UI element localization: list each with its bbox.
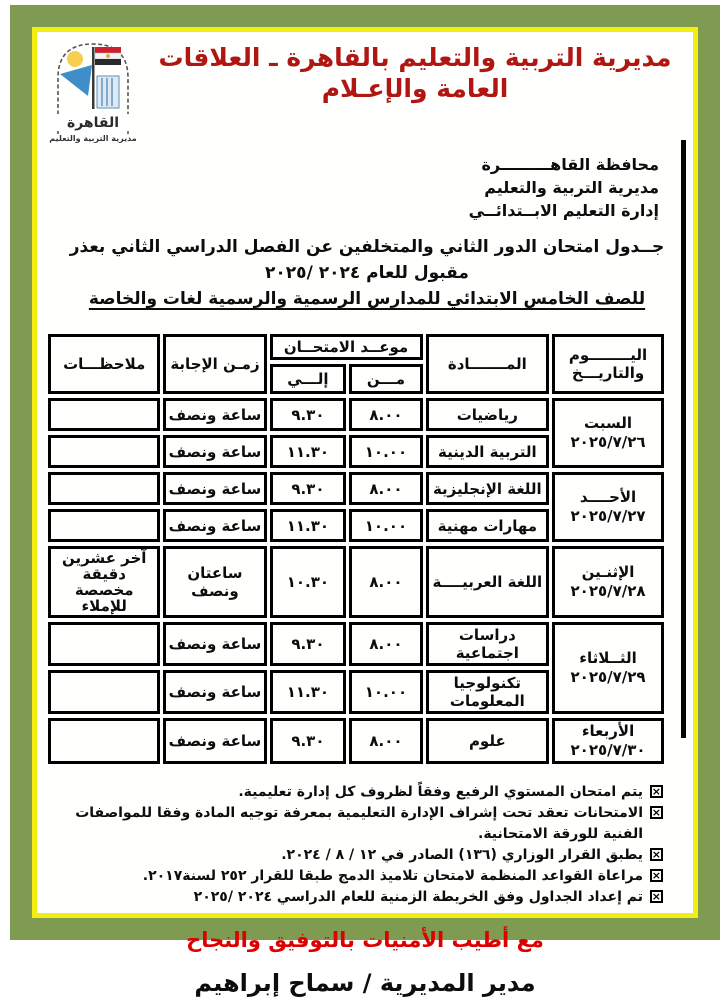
subject-cell: اللغة الإنجليزية — [426, 472, 550, 505]
checkbox-x-icon: × — [651, 806, 661, 819]
good-wishes-line: مع أطيب الأمنيات بالتوفيق والنجاح — [186, 928, 544, 952]
checkbox-x-icon: × — [651, 785, 661, 798]
subject-cell: اللغة العربيــــة — [426, 546, 550, 618]
duration-cell: ساعتان ونصف — [163, 546, 266, 618]
document-title-line1: جــدول امتحان الدور الثاني والمتخلفين عن الفصل الدراسي الثاني بعذر مقبول للعام ٢٠٢٤ /٢٠٢٥ — [69, 237, 665, 283]
day-cell: الإثنـين ٢٠٢٥/٧/٢٨ — [552, 546, 664, 618]
sun-icon — [67, 51, 83, 67]
table-row — [48, 546, 664, 618]
list-item — [41, 782, 663, 803]
cairo-directorate-logo — [41, 34, 145, 143]
table-row — [48, 718, 664, 764]
day-cell: الأربعاء ٢٠٢٥/٧/٣٠ — [552, 718, 664, 764]
checkbox-x-icon: × — [651, 848, 661, 861]
list-item — [41, 845, 663, 866]
time-to-cell: ١١.٣٠ — [270, 509, 347, 542]
document-header — [41, 32, 689, 143]
time-to-cell: ٩.٣٠ — [270, 718, 347, 764]
directorate-title: مديرية التربية والتعليم بالقاهرة ـ العلاقات العامة والإعـلام — [158, 43, 672, 104]
time-from-cell: ١٠.٠٠ — [349, 435, 422, 468]
duration-cell: ساعة ونصف — [163, 472, 266, 505]
cairo-logo-icon — [47, 36, 139, 136]
address-administration: إدارة التعليم الابــتدائــي — [468, 201, 659, 220]
egypt-flag-icon — [95, 47, 121, 65]
notes-cell — [48, 398, 160, 431]
col-header-duration: زمـن الإجابة — [163, 334, 266, 394]
time-from-cell: ٨.٠٠ — [349, 622, 422, 666]
time-from-cell: ٨.٠٠ — [349, 546, 422, 618]
duration-cell: ساعة ونصف — [163, 622, 266, 666]
duration-cell: ساعة ونصف — [163, 718, 266, 764]
document-title — [51, 234, 683, 312]
col-header-to: إلـــي — [270, 364, 347, 394]
time-to-cell: ٩.٣٠ — [270, 472, 347, 505]
time-from-cell: ٨.٠٠ — [349, 472, 422, 505]
document-title-line2: للصف الخامس الابتدائي للمدارس الرسمية والرسمية لغات والخاصة — [88, 289, 646, 309]
col-header-from: مـــن — [349, 364, 422, 394]
blue-sail-icon — [60, 65, 92, 96]
subject-cell: تكنولوجيا المعلومات — [426, 670, 550, 714]
time-from-cell: ٨.٠٠ — [349, 398, 422, 431]
table-row — [48, 472, 664, 505]
subject-cell: رياضيات — [426, 398, 550, 431]
building-icon — [97, 76, 119, 108]
day-cell: الثــلاثاء ٢٠٢٥/٧/٢٩ — [552, 622, 664, 714]
address-block — [41, 153, 659, 222]
decorative-green-frame — [10, 5, 720, 997]
time-to-cell: ٩.٣٠ — [270, 622, 347, 666]
list-item — [41, 887, 663, 908]
subject-cell: دراسات اجتماعية — [426, 622, 550, 666]
notes-cell — [48, 509, 160, 542]
col-header-subject: المـــــــادة — [426, 334, 550, 394]
col-header-notes: ملاحظـــات — [48, 334, 160, 394]
regulation-text: تم إعداد الجداول وفق الخريطة الزمنية للعام الدراسي ٢٠٢٤ /٢٠٢٥ — [193, 889, 643, 905]
duration-cell: ساعة ونصف — [163, 509, 266, 542]
document-content — [37, 32, 693, 997]
day-cell: السبت ٢٠٢٥/٧/٢٦ — [552, 398, 664, 468]
day-cell: الأحــــد ٢٠٢٥/٧/٢٧ — [552, 472, 664, 542]
flagpole-icon — [92, 47, 95, 109]
list-item — [41, 866, 663, 887]
notes-cell: آخر عشرين دقيقة مخصصة للإملاء — [48, 546, 160, 618]
address-directorate: مديرية التربية والتعليم — [484, 178, 659, 197]
regulations-list — [41, 782, 663, 908]
checkbox-x-icon: × — [651, 869, 661, 882]
checkbox-x-icon: × — [651, 890, 661, 903]
logo-city-name: القاهرة — [66, 115, 120, 131]
decorative-yellow-frame — [32, 27, 698, 997]
exam-schedule-table — [45, 330, 667, 768]
logo-caption: مديرية التربية والتعليم — [49, 134, 137, 143]
subject-cell: التربية الدينية — [426, 435, 550, 468]
notes-cell — [48, 670, 160, 714]
notes-cell — [48, 435, 160, 468]
regulation-text: يتم امتحان المستوي الرفيع وفقاً لظروف كل إدارة تعليمية. — [238, 784, 643, 800]
scan-artifact-vertical-line — [681, 140, 686, 738]
table-row — [48, 398, 664, 431]
time-from-cell: ١٠.٠٠ — [349, 670, 422, 714]
notes-cell — [48, 622, 160, 666]
time-to-cell: ٩.٣٠ — [270, 398, 347, 431]
duration-cell: ساعة ونصف — [163, 435, 266, 468]
time-from-cell: ١٠.٠٠ — [349, 509, 422, 542]
duration-cell: ساعة ونصف — [163, 398, 266, 431]
time-to-cell: ١١.٣٠ — [270, 670, 347, 714]
time-to-cell: ١٠.٣٠ — [270, 546, 347, 618]
duration-cell: ساعة ونصف — [163, 670, 266, 714]
director-signature: مدير المديرية / سماح إبراهيم — [194, 969, 536, 997]
list-item — [41, 803, 663, 845]
regulation-text: الامتحانات تعقد تحت إشراف الإدارة التعليمية بمعرفة توجيه المادة وفقا للمواصفات الفنية للورقة الامتحانية. — [75, 805, 643, 842]
address-governorate: محافظة القاهـــــــــرة — [481, 155, 659, 174]
subject-cell: مهارات مهنية — [426, 509, 550, 542]
time-to-cell: ١١.٣٠ — [270, 435, 347, 468]
table-row — [48, 622, 664, 666]
col-header-day: اليــــــــوم والتاريـــخ — [552, 334, 664, 394]
time-from-cell: ٨.٠٠ — [349, 718, 422, 764]
notes-cell — [48, 718, 160, 764]
notes-cell — [48, 472, 160, 505]
regulation-text: مراعاة القواعد المنظمة لامتحان تلاميذ الدمج طبقا للقرار ٢٥٢ لسنة٢٠١٧. — [142, 868, 643, 884]
regulation-text: يطبق القرار الوزاري (١٣٦) الصادر في ١٢ / ٨ / ٢٠٢٤. — [281, 847, 643, 863]
subject-cell: علوم — [426, 718, 550, 764]
col-header-exam-time: موعــد الامتحــان — [270, 334, 423, 360]
